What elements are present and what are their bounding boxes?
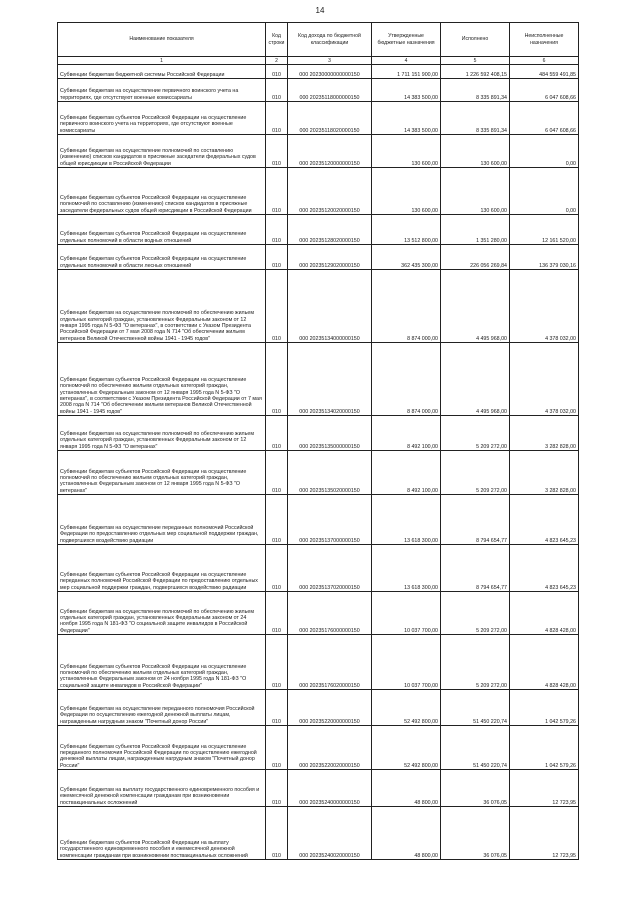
row-name-cell: Субвенции бюджетам субъектов Российской Федерации на осуществление отдельных полномочий в области водных отношений <box>58 215 266 245</box>
row-approved-cell: 10 037 700,00 <box>372 592 441 635</box>
row-approved-cell: 14 383 500,00 <box>372 102 441 135</box>
row-code-cell: 010 <box>266 726 288 770</box>
row-approved-cell: 130 600,00 <box>372 168 441 215</box>
row-kbk-cell: 000 20230000000000150 <box>288 65 372 79</box>
row-code-cell: 010 <box>266 807 288 860</box>
row-name-cell: Субвенции бюджетам бюджетной системы Российской Федерации <box>58 65 266 79</box>
row-code-cell: 010 <box>266 690 288 726</box>
row-executed-cell: 4 495 968,00 <box>441 270 510 343</box>
row-unexecuted-cell: 4 378 032,00 <box>510 270 579 343</box>
row-kbk-cell: 000 20235135020000150 <box>288 451 372 495</box>
row-executed-cell: 1 226 592 408,15 <box>441 65 510 79</box>
row-kbk-cell: 000 20235240020000150 <box>288 807 372 860</box>
row-unexecuted-cell: 3 282 828,00 <box>510 451 579 495</box>
row-executed-cell: 5 209 272,00 <box>441 635 510 690</box>
table-row <box>58 416 579 451</box>
table-row <box>58 135 579 168</box>
row-kbk-cell: 000 20235240000000150 <box>288 770 372 807</box>
row-unexecuted-cell: 4 828 428,00 <box>510 635 579 690</box>
row-executed-cell: 5 209 272,00 <box>441 592 510 635</box>
row-approved-cell: 13 618 300,00 <box>372 545 441 592</box>
row-name-cell: Субвенции бюджетам субъектов Российской Федерации на осуществление отдельных полномочий в области лесных отношений <box>58 245 266 270</box>
header-executed: Исполнено <box>441 23 510 57</box>
row-executed-cell: 36 076,05 <box>441 807 510 860</box>
row-approved-cell: 1 711 151 900,00 <box>372 65 441 79</box>
table-header-row <box>58 23 579 57</box>
row-executed-cell: 130 600,00 <box>441 135 510 168</box>
row-code-cell: 010 <box>266 270 288 343</box>
row-name-cell: Субвенции бюджетам субъектов Российской Федерации на осуществление полномочий по составлению (изменению) списков кандидатов в присяжные заседатели федеральных судов общей юрисдикции в Российской Федерации <box>58 168 266 215</box>
row-approved-cell: 14 383 500,00 <box>372 79 441 102</box>
row-approved-cell: 8 874 000,00 <box>372 270 441 343</box>
row-unexecuted-cell: 6 047 608,66 <box>510 79 579 102</box>
row-approved-cell: 52 492 800,00 <box>372 726 441 770</box>
row-kbk-cell: 000 20235120000000150 <box>288 135 372 168</box>
row-approved-cell: 362 435 300,00 <box>372 245 441 270</box>
row-kbk-cell: 000 20235176000000150 <box>288 592 372 635</box>
row-unexecuted-cell: 1 042 579,26 <box>510 690 579 726</box>
column-index: 1 <box>58 57 266 65</box>
row-name-cell: Субвенции бюджетам на осуществление первичного воинского учета на территориях, где отсутствуют военные комиссариаты <box>58 79 266 102</box>
row-code-cell: 010 <box>266 343 288 416</box>
table-row <box>58 451 579 495</box>
table-row <box>58 726 579 770</box>
column-index: 2 <box>266 57 288 65</box>
row-code-cell: 010 <box>266 245 288 270</box>
table-row <box>58 495 579 545</box>
row-unexecuted-cell: 6 047 608,66 <box>510 102 579 135</box>
row-unexecuted-cell: 12 723,95 <box>510 770 579 807</box>
row-unexecuted-cell: 1 042 579,26 <box>510 726 579 770</box>
row-approved-cell: 8 492 100,00 <box>372 416 441 451</box>
row-unexecuted-cell: 12 161 520,00 <box>510 215 579 245</box>
row-kbk-cell: 000 20235137000000150 <box>288 495 372 545</box>
table-row <box>58 102 579 135</box>
row-executed-cell: 5 209 272,00 <box>441 451 510 495</box>
row-executed-cell: 36 076,05 <box>441 770 510 807</box>
table-row <box>58 79 579 102</box>
row-name-cell: Субвенции бюджетам субъектов Российской Федерации на осуществление переданного полномочия Российской Федерации по осуществлению ежегодной денежной выплаты лицам, награжденным нагрудным знаком "Почетный донор России" <box>58 726 266 770</box>
header-code: Код строки <box>266 23 288 57</box>
row-code-cell: 010 <box>266 168 288 215</box>
table-row <box>58 592 579 635</box>
row-unexecuted-cell: 3 282 828,00 <box>510 416 579 451</box>
row-name-cell: Субвенции бюджетам на осуществление полномочий по обеспечению жильем отдельных категорий граждан, установленных Федеральным законом от 24 ноября 1995 года N 181-ФЗ "О социальной защите инвалидов в Российской Федерации" <box>58 592 266 635</box>
row-kbk-cell: 000 20235120020000150 <box>288 168 372 215</box>
row-approved-cell: 52 492 800,00 <box>372 690 441 726</box>
table-row <box>58 690 579 726</box>
row-name-cell: Субвенции бюджетам субъектов Российской Федерации на осуществление полномочий по обеспечению жильем отдельных категорий граждан, установленных Федеральным законом от 12 января 1995 года N 5-ФЗ "О ветеранах" <box>58 451 266 495</box>
row-executed-cell: 51 450 220,74 <box>441 726 510 770</box>
row-unexecuted-cell: 12 723,95 <box>510 807 579 860</box>
row-code-cell: 010 <box>266 635 288 690</box>
table-row <box>58 215 579 245</box>
row-code-cell: 010 <box>266 215 288 245</box>
row-kbk-cell: 000 20235128020000150 <box>288 215 372 245</box>
row-unexecuted-cell: 0,00 <box>510 135 579 168</box>
table-body <box>58 65 579 860</box>
row-code-cell: 010 <box>266 102 288 135</box>
row-executed-cell: 226 056 269,84 <box>441 245 510 270</box>
row-approved-cell: 8 874 000,00 <box>372 343 441 416</box>
row-approved-cell: 10 037 700,00 <box>372 635 441 690</box>
row-executed-cell: 1 351 280,00 <box>441 215 510 245</box>
row-executed-cell: 51 450 220,74 <box>441 690 510 726</box>
row-kbk-cell: 000 20235134000000150 <box>288 270 372 343</box>
row-kbk-cell: 000 20235220000000150 <box>288 690 372 726</box>
row-kbk-cell: 000 20235220020000150 <box>288 726 372 770</box>
row-unexecuted-cell: 4 823 645,23 <box>510 495 579 545</box>
row-unexecuted-cell: 0,00 <box>510 168 579 215</box>
column-index: 5 <box>441 57 510 65</box>
table-row <box>58 770 579 807</box>
column-index-row <box>58 57 579 65</box>
header-name: Наименование показателя <box>58 23 266 57</box>
row-unexecuted-cell: 484 559 491,85 <box>510 65 579 79</box>
column-index: 3 <box>288 57 372 65</box>
row-kbk-cell: 000 20235118020000150 <box>288 102 372 135</box>
row-name-cell: Субвенции бюджетам субъектов Российской Федерации на осуществление переданных полномочий Российской Федерации по предоставлению отдельных мер социальной поддержки граждан, подвергшихся воздействию радиации <box>58 545 266 592</box>
row-approved-cell: 130 600,00 <box>372 135 441 168</box>
row-name-cell: Субвенции бюджетам субъектов Российской Федерации на осуществление полномочий по обеспечению жильем отдельных категорий граждан, установленных Федеральным законом от 24 ноября 1995 года N 181-ФЗ "О социальной защите инвалидов в Российской Федерации" <box>58 635 266 690</box>
row-code-cell: 010 <box>266 451 288 495</box>
header-unexecuted: Неисполненные назначения <box>510 23 579 57</box>
page-number: 14 <box>315 6 325 15</box>
row-name-cell: Субвенции бюджетам на осуществление полномочий по обеспечению жильем отдельных категорий граждан, установленных Федеральным законом от 12 января 1995 года N 5-ФЗ "О ветеранах", в соответствии с Указом Президента Российской Федерации от 7 мая 2008 года N 714 "Об обеспечении жильем ветеранов Великой Отечественной войны 1941 - 1945 годов" <box>58 270 266 343</box>
row-name-cell: Субвенции бюджетам на осуществление полномочий по составлению (изменению) списков кандидатов в присяжные заседатели федеральных судов общей юрисдикции в Российской Федерации <box>58 135 266 168</box>
row-unexecuted-cell: 4 828 428,00 <box>510 592 579 635</box>
column-index: 4 <box>372 57 441 65</box>
row-approved-cell: 48 800,00 <box>372 770 441 807</box>
row-approved-cell: 13 618 300,00 <box>372 495 441 545</box>
row-kbk-cell: 000 20235129020000150 <box>288 245 372 270</box>
row-code-cell: 010 <box>266 545 288 592</box>
row-approved-cell: 13 512 800,00 <box>372 215 441 245</box>
row-code-cell: 010 <box>266 65 288 79</box>
row-executed-cell: 8 335 891,34 <box>441 79 510 102</box>
header-kbk: Код дохода по бюджетной классификации <box>288 23 372 57</box>
row-unexecuted-cell: 136 379 030,16 <box>510 245 579 270</box>
row-name-cell: Субвенции бюджетам на осуществление полномочий по обеспечению жильем отдельных категорий граждан, установленных Федеральным законом от 12 января 1995 года N 5-ФЗ "О ветеранах" <box>58 416 266 451</box>
table-row <box>58 343 579 416</box>
row-executed-cell: 8 794 654,77 <box>441 495 510 545</box>
row-unexecuted-cell: 4 823 645,23 <box>510 545 579 592</box>
header-approved: Утвержденные бюджетные назначения <box>372 23 441 57</box>
row-name-cell: Субвенции бюджетам субъектов Российской Федерации на осуществление полномочий по обеспечению жильем отдельных категорий граждан, установленных Федеральным законом от 12 января 1995 года N 5-ФЗ "О ветеранах", в соответствии с Указом Президента Российской Федерации от 7 мая 2008 года N 714 "Об обеспечении жильем ветеранов Великой Отечественной войны 1941 - 1945 годов" <box>58 343 266 416</box>
row-code-cell: 010 <box>266 770 288 807</box>
table-row <box>58 635 579 690</box>
table-row <box>58 65 579 79</box>
row-code-cell: 010 <box>266 416 288 451</box>
row-code-cell: 010 <box>266 495 288 545</box>
table-row <box>58 545 579 592</box>
row-name-cell: Субвенции бюджетам субъектов Российской Федерации на осуществление первичного воинского учета на территориях, где отсутствуют военные комиссариаты <box>58 102 266 135</box>
row-name-cell: Субвенции бюджетам на осуществление переданных полномочий Российской Федерации по предоставлению отдельных мер социальной поддержки граждан, подвергшихся воздействию радиации <box>58 495 266 545</box>
row-kbk-cell: 000 20235134020000150 <box>288 343 372 416</box>
column-index: 6 <box>510 57 579 65</box>
row-kbk-cell: 000 20235137020000150 <box>288 545 372 592</box>
row-code-cell: 010 <box>266 592 288 635</box>
budget-execution-table <box>57 22 579 860</box>
row-kbk-cell: 000 20235135000000150 <box>288 416 372 451</box>
table-row <box>58 245 579 270</box>
row-executed-cell: 4 495 968,00 <box>441 343 510 416</box>
row-kbk-cell: 000 20235176020000150 <box>288 635 372 690</box>
row-unexecuted-cell: 4 378 032,00 <box>510 343 579 416</box>
table-row <box>58 270 579 343</box>
row-code-cell: 010 <box>266 135 288 168</box>
row-approved-cell: 8 492 100,00 <box>372 451 441 495</box>
table-row <box>58 807 579 860</box>
row-kbk-cell: 000 20235118000000150 <box>288 79 372 102</box>
row-executed-cell: 5 209 272,00 <box>441 416 510 451</box>
row-code-cell: 010 <box>266 79 288 102</box>
table-row <box>58 168 579 215</box>
row-executed-cell: 8 335 891,34 <box>441 102 510 135</box>
row-executed-cell: 8 794 654,77 <box>441 545 510 592</box>
row-name-cell: Субвенции бюджетам на осуществление переданного полномочия Российской Федерации по осуществлению ежегодной денежной выплаты лицам, награжденным нагрудным знаком "Почетный донор России" <box>58 690 266 726</box>
row-name-cell: Субвенции бюджетам на выплату государственного единовременного пособия и ежемесячной денежной компенсации гражданам при возникновении поствакцинальных осложнений <box>58 770 266 807</box>
row-name-cell: Субвенции бюджетам субъектов Российской Федерации на выплату государственного единовременного пособия и ежемесячной денежной компенсации гражданам при возникновении поствакцинальных осложнений <box>58 807 266 860</box>
row-approved-cell: 48 800,00 <box>372 807 441 860</box>
row-executed-cell: 130 600,00 <box>441 168 510 215</box>
